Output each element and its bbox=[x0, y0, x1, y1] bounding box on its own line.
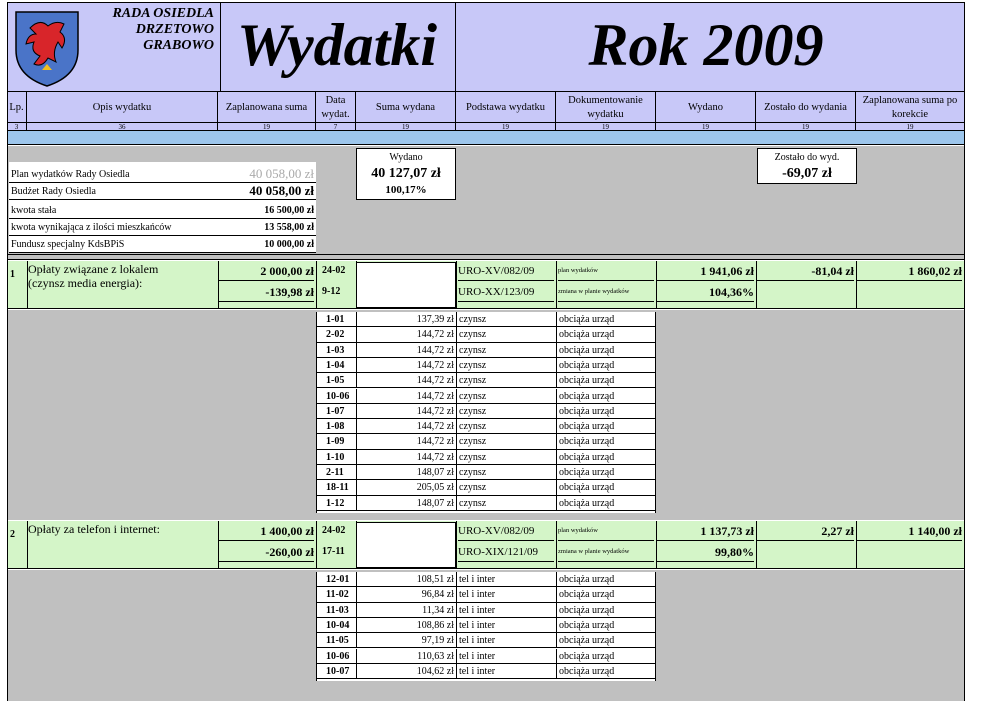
spent-title: Wydano bbox=[389, 152, 423, 163]
item-amount: 110,63 zł bbox=[356, 649, 454, 664]
column-header-label: Lp. bbox=[9, 101, 24, 113]
item-description: tel i inter bbox=[456, 572, 556, 587]
item-amount: 144,72 zł bbox=[356, 404, 454, 419]
column-header-7 bbox=[656, 92, 756, 131]
item-date: 11-02 bbox=[326, 589, 349, 601]
item-description: czynsz bbox=[456, 312, 556, 327]
year-title: Rok 2009 bbox=[588, 12, 824, 78]
item-amount: 144,72 zł bbox=[356, 358, 454, 373]
item-description: czynsz bbox=[456, 480, 556, 495]
item-document: obciąża urząd bbox=[556, 389, 656, 404]
item-description: czynsz bbox=[456, 434, 556, 449]
item-date: 10-06 bbox=[326, 650, 350, 662]
item-amount: 144,72 zł bbox=[356, 419, 454, 434]
item-document: obciąża urząd bbox=[556, 419, 656, 434]
org-name-line-3: GRABOWO bbox=[143, 38, 214, 53]
spent-box bbox=[356, 148, 456, 200]
column-header-8 bbox=[756, 92, 856, 131]
item-amount: 144,72 zł bbox=[356, 434, 454, 449]
column-width-number: 19 bbox=[756, 122, 855, 131]
basis-ref: URO-XV/082/09 bbox=[458, 262, 554, 281]
column-header-4 bbox=[356, 92, 456, 131]
item-amount: 137,39 zł bbox=[356, 312, 454, 327]
column-header-9 bbox=[856, 92, 964, 131]
item-document: obciąża urząd bbox=[556, 358, 656, 373]
item-document: obciąża urząd bbox=[556, 465, 656, 480]
section-col-line bbox=[316, 521, 317, 569]
item-amount: 144,72 zł bbox=[356, 343, 454, 358]
section-remaining: -81,04 zł bbox=[756, 262, 854, 281]
section-spent-percent: 99,80% bbox=[656, 543, 754, 562]
item-amount: 11,34 zł bbox=[356, 603, 454, 618]
section-spent: 1 941,06 zł bbox=[656, 262, 754, 281]
summary-row-value: 40 058,00 zł bbox=[249, 183, 314, 198]
summary-row bbox=[9, 236, 316, 253]
item-description: czynsz bbox=[456, 419, 556, 434]
item-description: czynsz bbox=[456, 343, 556, 358]
section-col-line bbox=[218, 521, 219, 569]
column-header-3 bbox=[316, 92, 356, 131]
item-document: obciąża urząd bbox=[556, 618, 656, 633]
section-col-line bbox=[356, 521, 357, 569]
section-col-line bbox=[856, 261, 857, 309]
summary-row-value: 40 058,00 zł bbox=[249, 166, 314, 181]
item-document: obciąża urząd bbox=[556, 664, 656, 679]
item-amount: 144,72 zł bbox=[356, 450, 454, 465]
item-document: obciąża urząd bbox=[556, 373, 656, 388]
column-header-6 bbox=[556, 92, 656, 131]
section-corrected: 1 860,02 zł bbox=[856, 262, 962, 281]
column-header-label: Zaplanowana suma po korekcie bbox=[862, 95, 958, 120]
item-date: 12-01 bbox=[326, 574, 350, 585]
item-description: tel i inter bbox=[456, 587, 556, 602]
item-document: obciąża urząd bbox=[556, 434, 656, 449]
section-corrected: 1 140,00 zł bbox=[856, 522, 962, 541]
section-col-line bbox=[656, 521, 657, 569]
item-date: 2-02 bbox=[326, 329, 345, 341]
page-title: Wydatki bbox=[236, 12, 437, 78]
item-amount: 97,19 zł bbox=[356, 633, 454, 648]
summary-row bbox=[9, 219, 316, 236]
section-description-line-2: (czynsz media energia): bbox=[28, 276, 143, 290]
planned-sum: 1 400,00 zł bbox=[218, 522, 314, 541]
column-width-number: 19 bbox=[656, 122, 755, 131]
item-date: 10-07 bbox=[326, 665, 350, 677]
column-header-label: Suma wydana bbox=[375, 101, 436, 113]
item-document: obciąża urząd bbox=[556, 312, 656, 327]
summary-row bbox=[9, 182, 316, 200]
section-col-line bbox=[656, 261, 657, 309]
org-name bbox=[86, 6, 214, 54]
summary-row-label: Budżet Rady Osiedla bbox=[11, 185, 96, 197]
summary-row bbox=[9, 165, 316, 183]
sheet-right-border bbox=[964, 2, 965, 701]
section-col-line bbox=[27, 261, 28, 309]
item-date: 1-08 bbox=[326, 421, 345, 433]
item-amount: 108,51 zł bbox=[356, 572, 454, 587]
item-date: 1-01 bbox=[326, 314, 345, 325]
column-width-number: 19 bbox=[556, 122, 655, 131]
doc-note: plan wydatków bbox=[558, 262, 654, 281]
section-col-line bbox=[356, 261, 357, 309]
item-description: czynsz bbox=[456, 465, 556, 480]
column-header-0 bbox=[7, 92, 27, 131]
item-description: tel i inter bbox=[456, 633, 556, 648]
section-description-line-1: Opłaty za telefon i internet: bbox=[28, 522, 160, 536]
plan-date: 24-02 bbox=[322, 525, 346, 536]
section-divider bbox=[7, 254, 965, 260]
summary-row-value: 10 000,00 zł bbox=[264, 239, 314, 250]
item-document: obciąża urząd bbox=[556, 649, 656, 664]
section-number: 2 bbox=[10, 529, 15, 540]
column-header-5 bbox=[456, 92, 556, 131]
column-header-label: Podstawa wydatku bbox=[465, 101, 546, 113]
item-date: 1-10 bbox=[326, 451, 345, 463]
section-col-line bbox=[556, 261, 557, 309]
item-description: tel i inter bbox=[456, 618, 556, 633]
item-date: 18-11 bbox=[326, 482, 349, 494]
org-name-line-2: DRZETOWO bbox=[135, 22, 214, 37]
spent-placeholder bbox=[356, 262, 456, 308]
section-col-line bbox=[556, 521, 557, 569]
item-amount: 144,72 zł bbox=[356, 373, 454, 388]
spent-total: 40 127,07 zł bbox=[371, 166, 441, 181]
item-document: obciąża urząd bbox=[556, 633, 656, 648]
plan-change-date: 17-11 bbox=[322, 546, 345, 557]
header-strip bbox=[7, 131, 965, 145]
org-name-line-1: RADA OSIEDLA bbox=[112, 6, 214, 21]
item-date: 1-09 bbox=[326, 436, 345, 448]
item-description: czynsz bbox=[456, 404, 556, 419]
summary-row bbox=[9, 202, 316, 219]
item-date: 11-05 bbox=[326, 635, 349, 647]
column-width-number: 19 bbox=[218, 122, 315, 131]
item-date: 1-04 bbox=[326, 359, 345, 371]
item-document: obciąża urząd bbox=[556, 496, 656, 511]
column-header-1 bbox=[27, 92, 218, 131]
column-header-label: Wydano bbox=[688, 101, 723, 113]
item-document: obciąża urząd bbox=[556, 480, 656, 495]
item-description: tel i inter bbox=[456, 664, 556, 679]
item-amount: 205,05 zł bbox=[356, 480, 454, 495]
column-width-number: 19 bbox=[356, 122, 455, 131]
column-header-label: Opis wydatku bbox=[92, 101, 152, 113]
section-spent: 1 137,73 zł bbox=[656, 522, 754, 541]
planned-sum: 2 000,00 zł bbox=[218, 262, 314, 281]
item-amount: 148,07 zł bbox=[356, 465, 454, 480]
section-col-line bbox=[856, 521, 857, 569]
spent-percent: 100,17% bbox=[385, 184, 427, 196]
item-amount: 104,62 zł bbox=[356, 664, 454, 679]
item-document: obciąża urząd bbox=[556, 587, 656, 602]
item-date: 10-06 bbox=[326, 390, 350, 402]
item-date: 11-03 bbox=[326, 604, 349, 616]
column-width-number: 36 bbox=[27, 122, 217, 131]
planned-change: -139,98 zł bbox=[218, 283, 314, 302]
item-amount: 148,07 zł bbox=[356, 496, 454, 511]
section-description-line-1: Opłaty związane z lokalem bbox=[28, 262, 159, 276]
item-date: 1-07 bbox=[326, 405, 345, 417]
column-header-label: Dokumentowanie wydatku bbox=[568, 95, 643, 120]
column-header-label: Zaplanowana suma bbox=[225, 101, 308, 113]
section-col-line bbox=[316, 261, 317, 309]
item-document: obciąża urząd bbox=[556, 343, 656, 358]
item-description: tel i inter bbox=[456, 649, 556, 664]
item-document: obciąża urząd bbox=[556, 327, 656, 342]
column-width-number: 7 bbox=[316, 122, 355, 131]
item-amount: 96,84 zł bbox=[356, 587, 454, 602]
summary-row-label: Fundusz specjalny KdsBPiS bbox=[11, 239, 125, 250]
item-description: czynsz bbox=[456, 450, 556, 465]
item-document: obciąża urząd bbox=[556, 603, 656, 618]
column-width-number: 3 bbox=[7, 122, 26, 131]
item-description: czynsz bbox=[456, 496, 556, 511]
section-col-line bbox=[27, 521, 28, 569]
column-header-2 bbox=[218, 92, 316, 131]
plan-date: 24-02 bbox=[322, 265, 346, 276]
item-description: czynsz bbox=[456, 327, 556, 342]
summary-row-value: 13 558,00 zł bbox=[264, 222, 314, 233]
plan-change-date: 9-12 bbox=[322, 286, 341, 297]
item-amount: 144,72 zł bbox=[356, 327, 454, 342]
item-date: 10-04 bbox=[326, 619, 350, 631]
doc-note-change: zmiana w planie wydatków bbox=[558, 543, 654, 562]
spent-placeholder bbox=[356, 522, 456, 568]
summary-row-label: kwota stała bbox=[11, 205, 57, 216]
section-spent-percent: 104,36% bbox=[656, 283, 754, 302]
sheet-left-border bbox=[7, 2, 8, 701]
item-document: obciąża urząd bbox=[556, 404, 656, 419]
doc-note-change: zmiana w planie wydatków bbox=[558, 283, 654, 302]
section-col-line bbox=[756, 521, 757, 569]
section-col-line bbox=[218, 261, 219, 309]
column-header-label: Zostało do wydania bbox=[764, 101, 847, 113]
section-remaining: 2,27 zł bbox=[756, 522, 854, 541]
title-divider-left bbox=[220, 2, 221, 92]
item-date: 2-11 bbox=[326, 467, 344, 478]
section-col-line bbox=[456, 261, 457, 309]
basis-ref: URO-XV/082/09 bbox=[458, 522, 554, 541]
item-description: czynsz bbox=[456, 373, 556, 388]
item-amount: 144,72 zł bbox=[356, 389, 454, 404]
remaining-title: Zostało do wyd. bbox=[774, 152, 840, 163]
section-col-line bbox=[756, 261, 757, 309]
item-document: obciąża urząd bbox=[556, 572, 656, 587]
item-description: czynsz bbox=[456, 389, 556, 404]
section-col-line bbox=[456, 521, 457, 569]
summary-row-label: kwota wynikająca z ilości mieszkańców bbox=[11, 222, 172, 233]
summary-row-label: Plan wydatków Rady Osiedla bbox=[11, 168, 130, 180]
remaining-box bbox=[757, 148, 857, 184]
planned-change: -260,00 zł bbox=[218, 543, 314, 562]
item-amount: 108,86 zł bbox=[356, 618, 454, 633]
item-date: 1-12 bbox=[326, 497, 345, 509]
summary-row-value: 16 500,00 zł bbox=[264, 205, 314, 216]
column-width-number: 19 bbox=[856, 122, 964, 131]
item-description: czynsz bbox=[456, 358, 556, 373]
item-date: 1-03 bbox=[326, 344, 345, 356]
doc-note: plan wydatków bbox=[558, 522, 654, 541]
coat-of-arms-logo bbox=[12, 8, 82, 88]
column-width-number: 19 bbox=[456, 122, 555, 131]
section-number: 1 bbox=[10, 269, 15, 280]
item-document: obciąża urząd bbox=[556, 450, 656, 465]
item-description: tel i inter bbox=[456, 603, 556, 618]
remaining-total: -69,07 zł bbox=[782, 166, 832, 181]
basis-ref-change: URO-XIX/121/09 bbox=[458, 543, 554, 562]
column-header-label: Data wydat. bbox=[321, 95, 350, 120]
basis-ref-change: URO-XX/123/09 bbox=[458, 283, 554, 302]
item-date: 1-05 bbox=[326, 375, 345, 387]
